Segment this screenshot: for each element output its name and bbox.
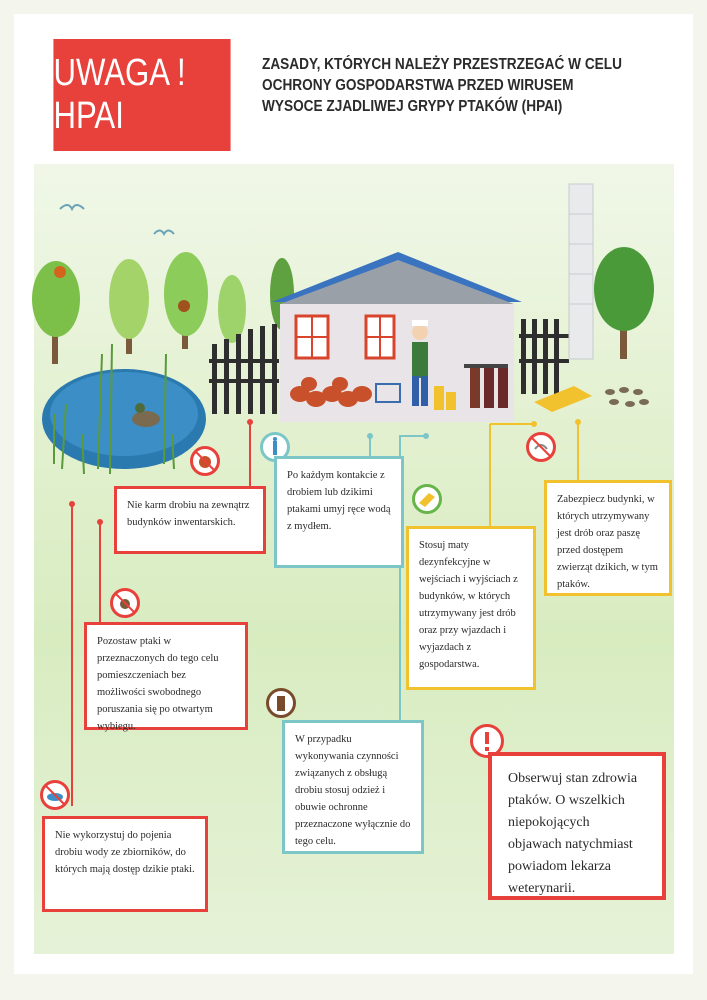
- uwaga-hpai-badge: UWAGA ! HPAI: [53, 39, 230, 151]
- poultry-house: [272, 252, 522, 422]
- disinfection-mat-icon: [412, 484, 442, 514]
- trees-left: [32, 252, 294, 364]
- fence-left: [209, 324, 279, 414]
- rule-buildings-card: Zabezpiecz budynki, w których utrzymywany jest drób oraz paszę przed dostępem zwierząt dzikich, w tym ptaków.: [544, 480, 672, 596]
- rule-confinement-card: Pozostaw ptaki w przeznaczonych do tego celu pomieszczeniach bez możliwości swobodnego poruszania się po otwartym wybiegu.: [84, 622, 248, 730]
- fence-right: [519, 319, 569, 394]
- stones: [605, 387, 649, 407]
- silo: [569, 184, 593, 359]
- no-wild-birds-icon: [526, 432, 556, 462]
- pond: [42, 344, 206, 474]
- poster: [14, 14, 693, 974]
- rule-clothing-card: W przypadku wykonywania czynności związanych z obsługą drobiu stosuj odzież i obuwie ochronne przeznaczone wyłącznie do tego celu.: [282, 720, 424, 854]
- rule-contact-card: Po każdym kontakcie z drobiem lub dzikimi ptakami umyj ręce wodą z mydłem.: [274, 456, 404, 568]
- tree-right: [594, 247, 654, 359]
- rule-health-card: Obserwuj stan zdrowia ptaków. O wszelkich niepokojących objawach natychmiast powiadom lekarza weterynarii.: [488, 752, 666, 900]
- page-title: ZASADY, KTÓRYCH NALEŻY PRZESTRZEGAĆ W CELU OCHRONY GOSPODARSTWA PRZED WIRUSEM WYSOCE ZJADLIWEJ GRYPY PTAKÓW (HPAI): [262, 56, 622, 115]
- disinfection-mat: [534, 386, 592, 412]
- no-free-range-icon: [110, 588, 140, 618]
- protective-clothing-icon: [266, 688, 296, 718]
- rule-feeding-card: Nie karm drobiu na zewnątrz budynków inwentarskich.: [114, 486, 266, 554]
- no-wild-water-icon: [40, 780, 70, 810]
- rule-water-card: Nie wykorzystuj do pojenia drobiu wody ze zbiorników, do których mają dostęp dzikie ptaki.: [42, 816, 208, 912]
- no-feeding-icon: [190, 446, 220, 476]
- flying-bird-icon: [60, 205, 174, 234]
- rule-mats-card: Stosuj maty dezynfekcyjne w wejściach i wyjściach z budynków, w których utrzymywany jest drób oraz przy wjazdach i wyjazdach z gospodarstwa.: [406, 526, 536, 690]
